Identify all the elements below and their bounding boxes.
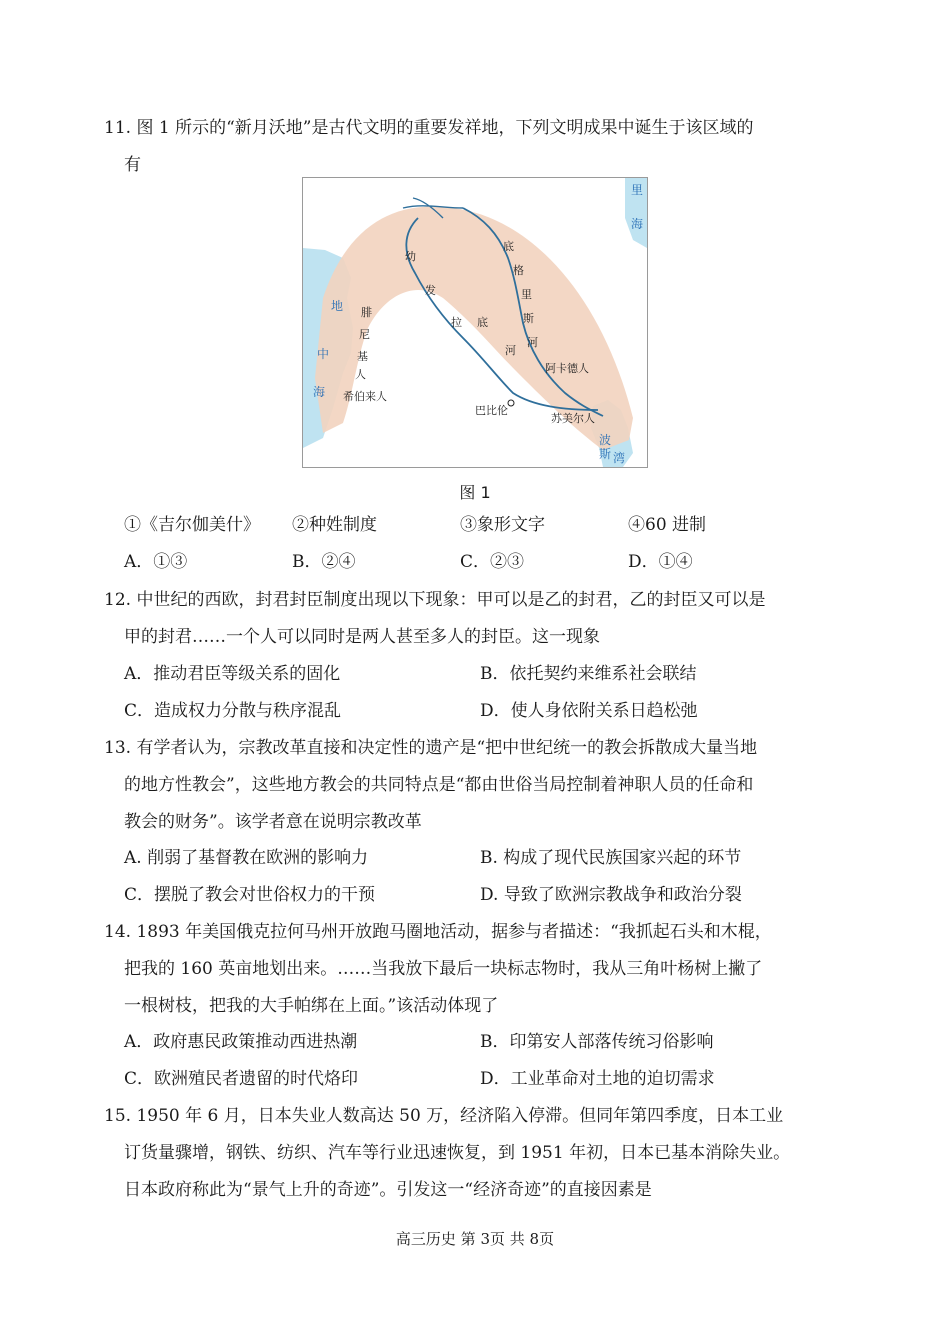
q14-line1: 14. 1893 年美国俄克拉何马州开放跑马圈地活动，据参与者描述：“我抓起石头和木棍， [104, 922, 772, 942]
question-13 [104, 730, 852, 841]
q11-item-1: ①《吉尔伽美什》 [124, 515, 260, 535]
label-phoenicians-3: 基 [357, 350, 368, 363]
q13-option-d: D. 导致了欧洲宗教战争和政治分裂 [480, 885, 742, 905]
q15-line3: 日本政府称此为“景气上升的奇迹”。引发这一“经济奇迹”的直接因素是 [124, 1180, 652, 1200]
q11-option-d: D．①④ [628, 552, 693, 572]
q11-items [124, 507, 854, 581]
question-11 [104, 110, 852, 184]
figure-caption: 图 1 [459, 483, 491, 502]
label-babylon: 巴比伦 [475, 404, 508, 417]
q12-line1: 12. 中世纪的西欧，封君封臣制度出现以下现象：甲可以是乙的封君，乙的封臣又可以是 [104, 590, 766, 610]
label-euphrates-4: 底 [477, 316, 488, 329]
q11-line1: 11. 图 1 所示的“新月沃地”是古代文明的重要发祥地，下列文明成果中诞生于该区域的 [104, 118, 754, 138]
question-15 [104, 1098, 852, 1209]
map-svg [303, 178, 647, 467]
q14-option-d: D．工业革命对土地的迫切需求 [480, 1069, 715, 1089]
label-gulf-1: 波 [599, 433, 612, 447]
q14-option-c: C．欧洲殖民者遗留的时代烙印 [124, 1069, 359, 1089]
question-14 [104, 914, 852, 1025]
label-tigris-1: 底 [503, 240, 514, 253]
label-tigris-2: 格 [513, 264, 524, 277]
label-euphrates-2: 发 [425, 284, 436, 297]
q15-line1: 15. 1950 年 6 月，日本失业人数高达 50 万，经济陷入停滞。但同年第四季度，日本工业 [104, 1106, 784, 1126]
label-mediterranean-1: 地 [331, 299, 344, 313]
label-tigris-3: 里 [521, 288, 532, 301]
q13-line2: 的地方性教会”，这些地方教会的共同特点是“都由世俗当局控制着神职人员的任命和 [124, 775, 754, 795]
label-euphrates-5: 河 [505, 344, 516, 357]
q13-options [124, 840, 854, 914]
q12-options [124, 656, 854, 730]
q12-line2: 甲的封君……一个人可以同时是两人甚至多人的封臣。这一现象 [124, 627, 600, 647]
q13-line1: 13. 有学者认为，宗教改革直接和决定性的遗产是“把中世纪统一的教会拆散成大量当地 [104, 738, 758, 758]
label-gulf-3: 湾 [613, 451, 626, 465]
label-phoenicians-4: 人 [355, 368, 366, 381]
q11-item-3: ③象形文字 [460, 515, 545, 535]
q14-option-a: A．政府惠民政策推动西进热潮 [124, 1032, 358, 1052]
label-sumerians: 苏美尔人 [551, 412, 595, 425]
label-euphrates-1: 幼 [405, 250, 416, 263]
label-mediterranean-2: 中 [317, 347, 330, 361]
fertile-crescent-map [302, 177, 648, 468]
q12-option-c: C．造成权力分散与秩序混乱 [124, 701, 342, 721]
label-tigris-4: 斯 [523, 312, 534, 325]
label-phoenicians-2: 尼 [359, 328, 370, 341]
label-akkadians: 阿卡德人 [545, 362, 589, 375]
label-tigris-5: 河 [527, 336, 538, 349]
label-euphrates-3: 拉 [451, 316, 462, 329]
q11-option-b: B．②④ [292, 552, 356, 572]
q12-option-d: D．使人身依附关系日趋松弛 [480, 701, 698, 721]
label-mediterranean-3: 海 [313, 385, 326, 399]
q13-option-b: B. 构成了现代民族国家兴起的环节 [480, 848, 742, 868]
q11-option-a: A．①③ [124, 552, 188, 572]
q11-option-c: C．②③ [460, 552, 525, 572]
q14-line3: 一根树枝，把我的大手帕绑在上面。”该活动体现了 [124, 996, 499, 1016]
q14-options [124, 1024, 854, 1098]
q11-line2: 有 [124, 155, 141, 175]
q14-option-b: B．印第安人部落传统习俗影响 [480, 1032, 714, 1052]
label-phoenicians-1: 腓 [361, 306, 372, 319]
page-footer: 高三历史 第 3页 共 8页 [395, 1230, 555, 1248]
q11-item-4: ④60 进制 [628, 515, 707, 535]
label-caspian-2: 海 [631, 217, 644, 231]
question-12 [104, 582, 852, 656]
q13-option-c: C．摆脱了教会对世俗权力的干预 [124, 885, 376, 905]
q14-line2: 把我的 160 英亩地划出来。……当我放下最后一块标志物时，我从三角叶杨树上撇了 [124, 959, 763, 979]
label-gulf-2: 斯 [599, 447, 612, 461]
label-caspian-1: 里 [631, 183, 644, 197]
label-hebrews: 希伯来人 [343, 390, 387, 403]
q12-option-b: B．依托契约来维系社会联结 [480, 664, 697, 684]
q11-item-2: ②种姓制度 [292, 515, 377, 535]
q13-option-a: A. 削弱了基督教在欧洲的影响力 [124, 848, 369, 868]
q13-line3: 教会的财务”。该学者意在说明宗教改革 [124, 812, 422, 832]
q15-line2: 订货量骤增，钢铁、纺织、汽车等行业迅速恢复，到 1951 年初，日本已基本消除失业。 [124, 1143, 791, 1163]
q12-option-a: A．推动君臣等级关系的固化 [124, 664, 341, 684]
